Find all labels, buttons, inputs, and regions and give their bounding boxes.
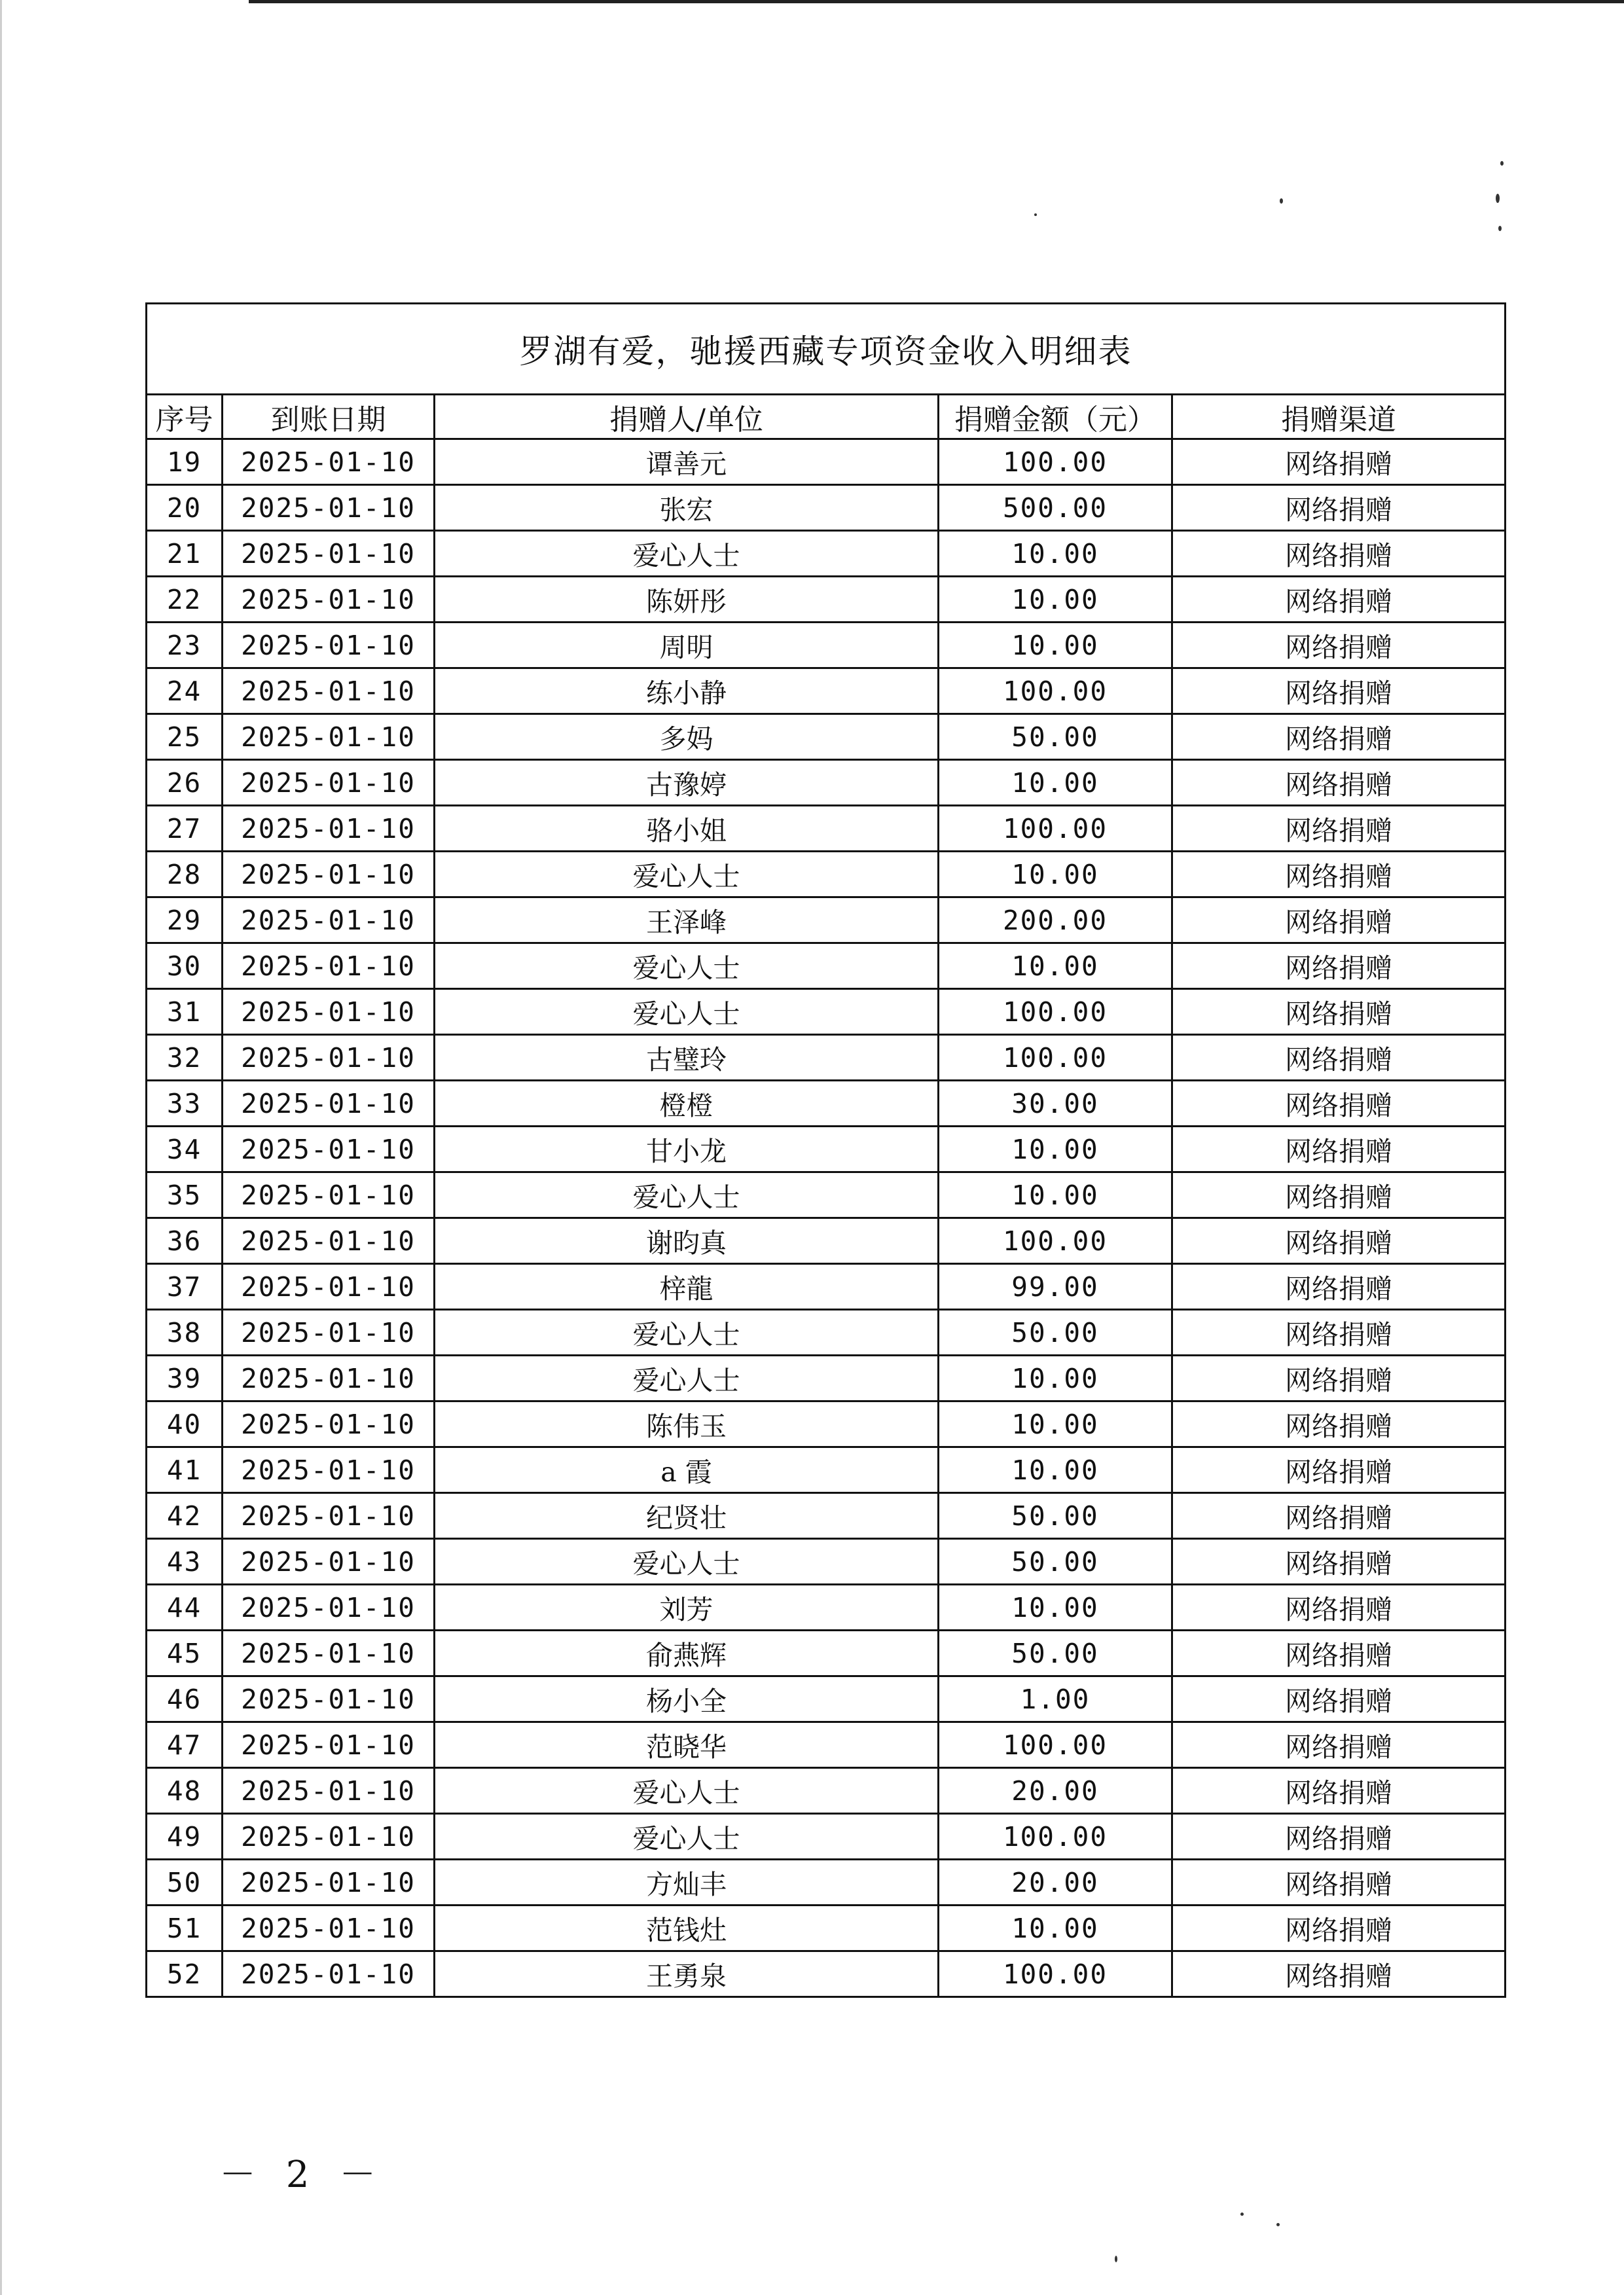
cell-no: 19 — [147, 439, 223, 485]
cell-date: 2025-01-10 — [223, 1722, 435, 1768]
scan-top-border — [249, 0, 1624, 3]
cell-amount: 10.00 — [939, 623, 1172, 668]
cell-amount: 100.00 — [939, 1814, 1172, 1860]
cell-no: 23 — [147, 623, 223, 668]
cell-amount: 20.00 — [939, 1768, 1172, 1814]
cell-amount: 100.00 — [939, 989, 1172, 1035]
scan-speck — [1496, 194, 1500, 203]
cell-amount: 100.00 — [939, 806, 1172, 852]
cell-donor: 爱心人士 — [435, 1356, 939, 1401]
cell-amount: 10.00 — [939, 531, 1172, 577]
cell-no: 37 — [147, 1264, 223, 1310]
cell-amount: 10.00 — [939, 1585, 1172, 1631]
cell-amount: 30.00 — [939, 1081, 1172, 1127]
cell-no: 50 — [147, 1860, 223, 1906]
cell-channel: 网络捐赠 — [1172, 1127, 1506, 1172]
cell-donor: 方灿丰 — [435, 1860, 939, 1906]
cell-amount: 50.00 — [939, 1493, 1172, 1539]
cell-donor: 纪贤壮 — [435, 1493, 939, 1539]
table-row — [147, 852, 1506, 897]
table-row — [147, 1172, 1506, 1218]
cell-channel: 网络捐赠 — [1172, 760, 1506, 806]
cell-channel: 网络捐赠 — [1172, 531, 1506, 577]
cell-date: 2025-01-10 — [223, 1264, 435, 1310]
cell-channel: 网络捐赠 — [1172, 1493, 1506, 1539]
cell-amount: 10.00 — [939, 760, 1172, 806]
cell-amount: 100.00 — [939, 1722, 1172, 1768]
column-header-channel: 捐赠渠道 — [1172, 395, 1506, 439]
cell-channel: 网络捐赠 — [1172, 897, 1506, 943]
cell-date: 2025-01-10 — [223, 852, 435, 897]
cell-channel: 网络捐赠 — [1172, 1860, 1506, 1906]
cell-donor: 俞燕辉 — [435, 1631, 939, 1676]
cell-no: 24 — [147, 668, 223, 714]
cell-donor: 古豫婷 — [435, 760, 939, 806]
cell-donor: 爱心人士 — [435, 1310, 939, 1356]
cell-amount: 200.00 — [939, 897, 1172, 943]
table-row — [147, 1218, 1506, 1264]
table-row — [147, 1035, 1506, 1081]
table-row — [147, 531, 1506, 577]
cell-date: 2025-01-10 — [223, 1951, 435, 1997]
cell-date: 2025-01-10 — [223, 1631, 435, 1676]
cell-no: 47 — [147, 1722, 223, 1768]
cell-donor: 范钱灶 — [435, 1906, 939, 1951]
cell-date: 2025-01-10 — [223, 1356, 435, 1401]
table-row — [147, 1127, 1506, 1172]
cell-channel: 网络捐赠 — [1172, 1768, 1506, 1814]
cell-channel: 网络捐赠 — [1172, 852, 1506, 897]
cell-donor: 陈妍彤 — [435, 577, 939, 623]
table-row — [147, 668, 1506, 714]
cell-no: 41 — [147, 1447, 223, 1493]
cell-no: 45 — [147, 1631, 223, 1676]
cell-amount: 10.00 — [939, 1127, 1172, 1172]
cell-channel: 网络捐赠 — [1172, 1676, 1506, 1722]
cell-no: 34 — [147, 1127, 223, 1172]
cell-no: 26 — [147, 760, 223, 806]
cell-no: 29 — [147, 897, 223, 943]
cell-channel: 网络捐赠 — [1172, 1585, 1506, 1631]
table-row — [147, 760, 1506, 806]
table-row — [147, 577, 1506, 623]
scan-speck — [1280, 198, 1283, 204]
cell-amount: 50.00 — [939, 714, 1172, 760]
cell-date: 2025-01-10 — [223, 714, 435, 760]
column-header-amount: 捐赠金额（元） — [939, 395, 1172, 439]
cell-amount: 10.00 — [939, 852, 1172, 897]
cell-no: 33 — [147, 1081, 223, 1127]
cell-channel: 网络捐赠 — [1172, 1814, 1506, 1860]
scan-speck — [1276, 2223, 1280, 2226]
cell-donor: 爱心人士 — [435, 1539, 939, 1585]
cell-date: 2025-01-10 — [223, 439, 435, 485]
table-row — [147, 897, 1506, 943]
table-title: 罗湖有爱，驰援西藏专项资金收入明细表 — [147, 304, 1506, 395]
cell-date: 2025-01-10 — [223, 1676, 435, 1722]
table-row — [147, 1951, 1506, 1997]
cell-date: 2025-01-10 — [223, 760, 435, 806]
cell-donor: 多妈 — [435, 714, 939, 760]
cell-channel: 网络捐赠 — [1172, 577, 1506, 623]
cell-amount: 100.00 — [939, 1035, 1172, 1081]
cell-channel: 网络捐赠 — [1172, 1401, 1506, 1447]
cell-donor: 梓龍 — [435, 1264, 939, 1310]
table-row — [147, 1401, 1506, 1447]
cell-no: 42 — [147, 1493, 223, 1539]
cell-no: 38 — [147, 1310, 223, 1356]
scan-speck — [1498, 226, 1502, 231]
cell-donor: 骆小姐 — [435, 806, 939, 852]
cell-channel: 网络捐赠 — [1172, 806, 1506, 852]
table-row — [147, 943, 1506, 989]
cell-donor: 谭善元 — [435, 439, 939, 485]
cell-channel: 网络捐赠 — [1172, 714, 1506, 760]
cell-date: 2025-01-10 — [223, 1493, 435, 1539]
cell-date: 2025-01-10 — [223, 1310, 435, 1356]
table-row — [147, 1264, 1506, 1310]
table-row — [147, 485, 1506, 531]
cell-no: 28 — [147, 852, 223, 897]
cell-channel: 网络捐赠 — [1172, 1264, 1506, 1310]
cell-channel: 网络捐赠 — [1172, 1539, 1506, 1585]
cell-amount: 10.00 — [939, 1447, 1172, 1493]
table-row — [147, 1493, 1506, 1539]
cell-channel: 网络捐赠 — [1172, 1631, 1506, 1676]
table-row — [147, 989, 1506, 1035]
cell-amount: 10.00 — [939, 577, 1172, 623]
cell-channel: 网络捐赠 — [1172, 1951, 1506, 1997]
cell-no: 20 — [147, 485, 223, 531]
cell-channel: 网络捐赠 — [1172, 439, 1506, 485]
table-row — [147, 1539, 1506, 1585]
scan-speck — [1115, 2256, 1117, 2262]
cell-channel: 网络捐赠 — [1172, 623, 1506, 668]
table-row — [147, 1356, 1506, 1401]
cell-amount: 10.00 — [939, 943, 1172, 989]
cell-channel: 网络捐赠 — [1172, 943, 1506, 989]
cell-no: 22 — [147, 577, 223, 623]
cell-no: 46 — [147, 1676, 223, 1722]
table-row — [147, 1676, 1506, 1722]
table-row — [147, 1860, 1506, 1906]
cell-no: 48 — [147, 1768, 223, 1814]
cell-donor: 王泽峰 — [435, 897, 939, 943]
cell-channel: 网络捐赠 — [1172, 485, 1506, 531]
cell-donor: 张宏 — [435, 485, 939, 531]
cell-date: 2025-01-10 — [223, 806, 435, 852]
header-row — [147, 395, 1506, 439]
donation-income-table — [145, 302, 1506, 1998]
cell-amount: 50.00 — [939, 1631, 1172, 1676]
cell-channel: 网络捐赠 — [1172, 1035, 1506, 1081]
cell-amount: 20.00 — [939, 1860, 1172, 1906]
cell-no: 30 — [147, 943, 223, 989]
cell-donor: 爱心人士 — [435, 531, 939, 577]
scan-speck — [1240, 2213, 1244, 2216]
cell-channel: 网络捐赠 — [1172, 1310, 1506, 1356]
cell-channel: 网络捐赠 — [1172, 1218, 1506, 1264]
cell-date: 2025-01-10 — [223, 1860, 435, 1906]
scan-speck — [1500, 161, 1504, 166]
cell-channel: 网络捐赠 — [1172, 1172, 1506, 1218]
cell-donor: 王勇泉 — [435, 1951, 939, 1997]
cell-date: 2025-01-10 — [223, 1447, 435, 1493]
cell-channel: 网络捐赠 — [1172, 668, 1506, 714]
table-row — [147, 1814, 1506, 1860]
cell-date: 2025-01-10 — [223, 1081, 435, 1127]
table-row — [147, 1585, 1506, 1631]
cell-donor: 爱心人士 — [435, 943, 939, 989]
cell-donor: 爱心人士 — [435, 989, 939, 1035]
cell-donor: 练小静 — [435, 668, 939, 714]
cell-date: 2025-01-10 — [223, 1768, 435, 1814]
scan-speck — [1034, 213, 1037, 216]
table-row — [147, 1631, 1506, 1676]
cell-date: 2025-01-10 — [223, 623, 435, 668]
cell-donor: 爱心人士 — [435, 1768, 939, 1814]
table-row — [147, 1906, 1506, 1951]
cell-amount: 500.00 — [939, 485, 1172, 531]
cell-donor: 橙橙 — [435, 1081, 939, 1127]
cell-no: 49 — [147, 1814, 223, 1860]
cell-date: 2025-01-10 — [223, 1035, 435, 1081]
cell-donor: 谢昀真 — [435, 1218, 939, 1264]
title-row — [147, 304, 1506, 395]
cell-donor: 刘芳 — [435, 1585, 939, 1631]
cell-donor: 古璧玲 — [435, 1035, 939, 1081]
table-row — [147, 714, 1506, 760]
cell-date: 2025-01-10 — [223, 1218, 435, 1264]
cell-amount: 1.00 — [939, 1676, 1172, 1722]
table-row — [147, 439, 1506, 485]
cell-date: 2025-01-10 — [223, 897, 435, 943]
cell-amount: 50.00 — [939, 1310, 1172, 1356]
cell-no: 44 — [147, 1585, 223, 1631]
cell-channel: 网络捐赠 — [1172, 1906, 1506, 1951]
cell-channel: 网络捐赠 — [1172, 989, 1506, 1035]
cell-date: 2025-01-10 — [223, 1906, 435, 1951]
cell-donor: 杨小全 — [435, 1676, 939, 1722]
cell-donor: 范晓华 — [435, 1722, 939, 1768]
cell-channel: 网络捐赠 — [1172, 1447, 1506, 1493]
table-row — [147, 1081, 1506, 1127]
cell-no: 39 — [147, 1356, 223, 1401]
scan-left-edge — [0, 0, 2, 2295]
cell-donor: 陈伟玉 — [435, 1401, 939, 1447]
cell-no: 32 — [147, 1035, 223, 1081]
cell-amount: 99.00 — [939, 1264, 1172, 1310]
cell-no: 43 — [147, 1539, 223, 1585]
cell-no: 31 — [147, 989, 223, 1035]
page-number: － 2 － — [219, 2154, 386, 2196]
cell-amount: 10.00 — [939, 1356, 1172, 1401]
cell-donor: 爱心人士 — [435, 852, 939, 897]
table-row — [147, 1768, 1506, 1814]
cell-date: 2025-01-10 — [223, 531, 435, 577]
cell-no: 36 — [147, 1218, 223, 1264]
table-row — [147, 1447, 1506, 1493]
cell-date: 2025-01-10 — [223, 485, 435, 531]
cell-date: 2025-01-10 — [223, 1539, 435, 1585]
cell-amount: 10.00 — [939, 1172, 1172, 1218]
cell-amount: 100.00 — [939, 668, 1172, 714]
cell-amount: 100.00 — [939, 1218, 1172, 1264]
table-row — [147, 1722, 1506, 1768]
cell-date: 2025-01-10 — [223, 668, 435, 714]
cell-no: 35 — [147, 1172, 223, 1218]
cell-no: 40 — [147, 1401, 223, 1447]
cell-donor: 爱心人士 — [435, 1814, 939, 1860]
column-header-date: 到账日期 — [223, 395, 435, 439]
cell-date: 2025-01-10 — [223, 1127, 435, 1172]
cell-donor: 爱心人士 — [435, 1172, 939, 1218]
cell-date: 2025-01-10 — [223, 1814, 435, 1860]
cell-no: 51 — [147, 1906, 223, 1951]
cell-amount: 100.00 — [939, 1951, 1172, 1997]
cell-amount: 100.00 — [939, 439, 1172, 485]
cell-date: 2025-01-10 — [223, 989, 435, 1035]
cell-amount: 10.00 — [939, 1906, 1172, 1951]
cell-no: 52 — [147, 1951, 223, 1997]
cell-channel: 网络捐赠 — [1172, 1722, 1506, 1768]
table-row — [147, 623, 1506, 668]
cell-no: 27 — [147, 806, 223, 852]
cell-no: 21 — [147, 531, 223, 577]
cell-channel: 网络捐赠 — [1172, 1356, 1506, 1401]
column-header-no: 序号 — [147, 395, 223, 439]
cell-channel: 网络捐赠 — [1172, 1081, 1506, 1127]
cell-date: 2025-01-10 — [223, 577, 435, 623]
cell-date: 2025-01-10 — [223, 1401, 435, 1447]
cell-donor: 甘小龙 — [435, 1127, 939, 1172]
table-row — [147, 806, 1506, 852]
cell-donor: a 霞 — [435, 1447, 939, 1493]
cell-date: 2025-01-10 — [223, 1585, 435, 1631]
cell-donor: 周明 — [435, 623, 939, 668]
cell-amount: 50.00 — [939, 1539, 1172, 1585]
cell-date: 2025-01-10 — [223, 1172, 435, 1218]
table-body — [147, 304, 1506, 1997]
cell-date: 2025-01-10 — [223, 943, 435, 989]
table-row — [147, 1310, 1506, 1356]
cell-no: 25 — [147, 714, 223, 760]
column-header-donor: 捐赠人/单位 — [435, 395, 939, 439]
cell-amount: 10.00 — [939, 1401, 1172, 1447]
